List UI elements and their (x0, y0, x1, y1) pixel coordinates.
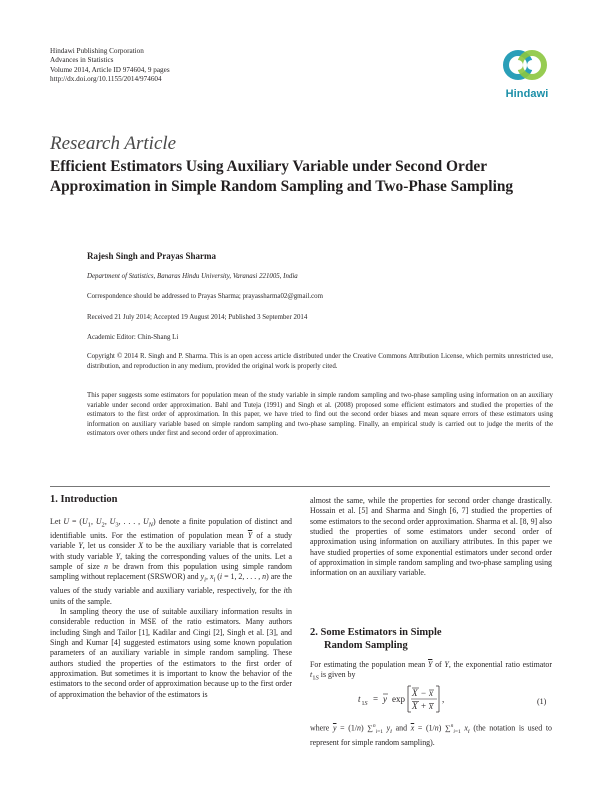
affiliation: Department of Statistics, Banaras Hindu University, Varanasi 221005, India (87, 273, 298, 280)
divider (50, 486, 550, 487)
svg-text:X: X (412, 688, 418, 698)
svg-text:,: , (442, 694, 445, 704)
article-title: Efficient Estimators Using Auxiliary Variable under Second Order Approximation in Simple Random Sampling and Two-Phase Sampling (50, 158, 514, 195)
svg-text:=: = (373, 694, 379, 704)
journal-header (50, 47, 170, 85)
article-type: Research Article (50, 133, 177, 154)
column-2-text (310, 496, 552, 579)
col2-paragraph-1: almost the same, while the properties for second order change drastically. Hossain et al. [5] and Sharma and Singh [6, 7] studied the properties of some estimators to the second order approximation. Sharma et al. [8, 9] also studied the properties of some estimators under second order of approximation using information on auxiliary attributes. In this paper we have studied properties of some exponential estimators under second order of approximation in simple random sampling and two-phase sampling using information on an auxiliary variable. (310, 496, 552, 578)
svg-text:1S: 1S (361, 701, 368, 707)
authors: Rajesh Singh and Prayas Sharma (87, 251, 217, 261)
introduction-text (50, 517, 292, 700)
svg-text:t: t (358, 694, 361, 704)
section-heading-introduction: 1. Introduction (50, 494, 118, 505)
correspondence: Correspondence should be addressed to Prayas Sharma; prayassharma02@gmail.com (87, 293, 323, 300)
equation-number: (1) (537, 697, 547, 706)
svg-text:x: x (429, 688, 433, 698)
section-heading-estimators: 2. Some Estimators in Simple Random Sampling (310, 627, 442, 651)
intro-paragraph-2: In sampling theory the use of suitable auxiliary information results in considerable reduction in MSE of the ratio estimators. Many authors including Singh and Tailor [1], Kadilar and Cingi [2], Singh et al. [3], and Singh and Kumar [4] suggested estimators using some known population parameters of an auxiliary variable in simple random sampling. These authors studied the properties of the estimators to the first order of approximation. But sometimes it is important to know the behavior of the estimators to the second order of approximation because up to the first order of approximation the behavior of the estimators is (50, 606, 292, 699)
hindawi-logo-text: Hindawi (505, 88, 549, 100)
academic-editor: Academic Editor: Chin-Shang Li (87, 334, 179, 341)
svg-text:exp: exp (392, 694, 405, 704)
svg-text:y: y (383, 694, 387, 704)
abstract: This paper suggests some estimators for population mean of the study variable in simple random sampling and two-phase sampling using information on an auxiliary variable under second order approximation. Bahl and Tuteja (1991) and Singh et al. (2008) proposed some efficient estimators and studied the properties of the estimators to the first order of approximation. In this paper, we have tried to find out the second order biases and mean square errors of these estimators using information on auxiliary variable based on simple random sampling and two-phase sampling. Finally, an empirical study is carried out to judge the merits of the estimators over others under first and second order of approximation. (87, 392, 553, 438)
equation-definition: where $\overline{y} = (1/n)$ ∑$^n_{i=1}$ $y_i$ and $\overline{x} = (1/n)$ ∑$^n_{i=1}$ $x_i$ (the notation is used to represent for simple random sampling). (310, 723, 552, 747)
svg-text:+: + (421, 701, 427, 711)
intro-paragraph-1: Let $U = (U_1$, $U_2$, $U_3$, . . . , $U_N$) denote a finite population of distinct and identifiable units. For the estimation of population mean $\overline{Y}$ of a study variable Y, let us consider X to be the auxiliary variable that is correlated with study variable Y, taking the corresponding values of the units. Let a sample of size n be drawn from this population using simple random sampling without replacement (SRSWOR) and $y_i$, $x_i$ (i = 1, 2, . . . , n) are the values of the study variable and auxiliary variable, respectively, for the ith units of the sample. (50, 517, 293, 606)
copyright-notice: Copyright © 2014 R. Singh and P. Sharma. This is an open access article distributed under the Creative Commons Attribution License, which permits unrestricted use, distribution, and reproduction in any medium, provided the original work is properly cited. (87, 353, 553, 370)
publication-dates: Received 21 July 2014; Accepted 19 August 2014; Published 3 September 2014 (87, 314, 308, 321)
doi-link[interactable]: http://dx.doi.org/10.1155/2014/974604 (50, 75, 162, 84)
svg-text:X: X (412, 701, 418, 711)
svg-text:−: − (421, 688, 427, 698)
journal-name: Advances in Statistics (50, 56, 114, 65)
equation-1 (358, 683, 553, 715)
volume-info: Volume 2014, Article ID 974604, 9 pages (50, 65, 170, 74)
section2-intro: For estimating the population mean $\overline{Y}$ of Y, the exponential ratio estimator $t_{1S}$ is given by (310, 660, 552, 682)
svg-text:x: x (429, 701, 433, 711)
publisher-name: Hindawi Publishing Corporation (50, 47, 144, 55)
